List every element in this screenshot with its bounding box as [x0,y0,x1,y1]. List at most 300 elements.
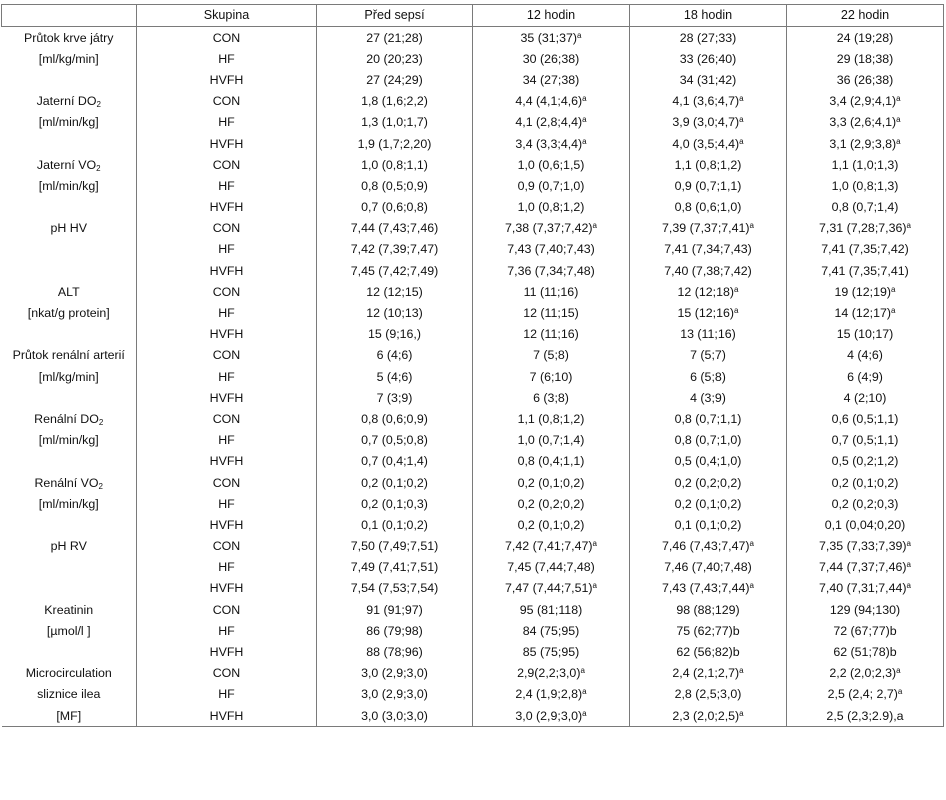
parameter-cell [2,303,137,324]
value-cell [787,154,944,175]
value-text: 1,1 (0,8;1,2) [674,157,742,172]
significance-mark: a [582,94,587,104]
value-text: 7,40 (7,31;7,44) [819,581,907,596]
value-text: 0,2 (0,1;0,2) [674,496,742,511]
group-cell: HVFH [137,70,317,91]
value-cell [630,536,787,557]
parameter-label: [ml/kg/min] [38,369,99,384]
value-cell [317,218,473,239]
value-text: 3,0 (2,9;3,0) [515,708,583,723]
parameter-cell [2,387,137,408]
parameter-cell [2,91,137,112]
parameter-label: Kreatinin [44,602,94,617]
value-cell [473,112,630,133]
value-text: 85 (75;95) [522,645,580,660]
value-text: 3,0 (2,9;3,0) [361,687,428,702]
value-cell [473,430,630,451]
value-text: 4,4 (4,1;4,6) [515,94,583,109]
value-cell [317,705,473,727]
parameter-label: Renální DO [34,411,99,426]
group-cell: CON [137,472,317,493]
group-cell: HVFH [137,451,317,472]
value-text: 0,2 (0,1;0,2) [361,475,428,490]
value-text: 0,8 (0,6;1,0) [674,200,742,215]
group-cell: HF [137,620,317,641]
value-cell [630,91,787,112]
value-text: 0,2 (0,2;0,2) [517,496,585,511]
value-text: 4 (2;10) [843,390,887,405]
value-text: 15 (10;17) [836,327,894,342]
value-cell [787,260,944,281]
value-text: 7,31 (7,28;7,36) [819,221,907,236]
value-text: 7,38 (7,37;7,42) [505,221,593,236]
group-cell: HF [137,366,317,387]
value-text: 6 (5;8) [690,369,726,384]
value-text: 7,45 (7,42;7,49) [350,263,439,278]
value-cell [473,239,630,260]
value-text: 7 (5;7) [690,348,726,363]
significance-mark: a [592,539,597,549]
table-row [2,324,944,345]
value-cell [630,642,787,663]
header-18-hours: 18 hodin [630,5,787,27]
value-cell [630,409,787,430]
value-text: 62 (51;78)b [833,645,897,660]
significance-mark: a [891,284,896,294]
value-text: 2,4 (1,9;2,8) [515,687,583,702]
significance-mark: a [739,94,744,104]
value-cell [630,27,787,49]
significance-mark: a [739,136,744,146]
group-cell: HVFH [137,578,317,599]
value-cell [473,133,630,154]
parameter-label: [ml/kg/min] [38,51,99,66]
value-text: 15 (9;16,) [367,327,422,342]
value-text: 7,44 (7,43;7,46) [350,221,439,236]
value-cell [630,197,787,218]
significance-mark: a [897,687,903,697]
value-text: 27 (24;29) [366,72,423,87]
parameter-cell [2,48,137,69]
value-cell [787,430,944,451]
parameter-cell [2,27,137,49]
value-cell [317,91,473,112]
value-text: 27 (21;28) [366,30,423,45]
group-cell: HF [137,303,317,324]
value-cell [317,324,473,345]
value-cell [787,684,944,705]
value-cell [473,281,630,302]
significance-mark: a [582,708,587,718]
parameter-label: [MF] [56,708,82,723]
value-text: 3,1 (2,9;3,8) [829,136,897,151]
value-cell [787,112,944,133]
table-row [2,599,944,620]
table-row [2,451,944,472]
parameter-label: [ml/min/kg] [38,178,99,193]
value-text: 84 (75;95) [522,623,580,638]
value-cell [473,409,630,430]
parameter-cell [2,599,137,620]
value-text: 5 (4;6) [376,369,413,384]
group-cell: HVFH [137,642,317,663]
value-cell [787,536,944,557]
table-row [2,493,944,514]
group-cell: HVFH [137,515,317,536]
value-cell [787,642,944,663]
value-cell [787,176,944,197]
value-text: 0,1 (0,1;0,2) [674,517,742,532]
parameter-cell [2,409,137,430]
header-row [2,5,944,27]
value-text: 7,41 (7,34;7,43) [664,242,752,257]
value-text: 0,2 (0,1;0,2) [517,517,585,532]
parameter-subscript: 2 [98,481,103,491]
value-text: 15 (12;16) [677,306,735,321]
significance-mark: a [749,221,754,231]
value-cell [473,515,630,536]
value-cell [473,642,630,663]
value-text: 129 (94;130) [829,602,901,617]
parameter-cell [2,493,137,514]
value-cell [787,345,944,366]
value-cell [317,176,473,197]
group-cell: HF [137,684,317,705]
value-cell [317,239,473,260]
value-text: 1,8 (1,6;2,2) [361,94,428,109]
value-cell [630,112,787,133]
value-cell [317,133,473,154]
value-text: 0,2 (0,1;0,3) [361,496,428,511]
value-text: 98 (88;129) [676,602,740,617]
group-cell: CON [137,599,317,620]
value-text: 1,9 (1,7;2,20) [357,136,432,151]
value-text: 0,7 (0,5;1,1) [831,433,899,448]
significance-mark: a [906,221,911,231]
value-text: 7,46 (7,43;7,47) [662,539,750,554]
group-cell: HVFH [137,705,317,727]
group-cell: HVFH [137,133,317,154]
value-text: 24 (19;28) [836,30,894,45]
parameter-label: Průtok krve játry [23,30,114,45]
significance-mark: a [739,666,744,676]
value-cell [473,27,630,49]
table-row [2,260,944,281]
value-text: 11 (11;16) [523,284,579,299]
value-text: 7,40 (7,38;7,42) [664,263,752,278]
table-row [2,387,944,408]
value-text: 13 (11;16) [680,327,736,342]
value-cell [317,578,473,599]
table-row [2,557,944,578]
value-cell [317,451,473,472]
value-text: 30 (26;38) [522,51,580,66]
group-cell: HF [137,239,317,260]
value-text: 1,0 (0,8;1,3) [831,178,899,193]
value-cell [630,218,787,239]
value-text: 7,45 (7,44;7,48) [507,560,595,575]
value-text: 3,0 (2,9;3,0) [361,666,428,681]
value-cell [787,27,944,49]
value-text: 14 (12;17) [834,306,892,321]
value-cell [317,620,473,641]
value-text: 88 (78;96) [366,645,423,660]
value-text: 29 (18;38) [836,51,894,66]
value-text: 0,8 (0,7;1,4) [831,200,899,215]
parameter-label: Průtok renální arterií [12,348,125,363]
value-cell [787,472,944,493]
value-cell [630,324,787,345]
significance-mark: a [582,115,587,125]
group-cell: CON [137,663,317,684]
significance-mark: a [734,284,739,294]
table-row [2,705,944,727]
value-cell [473,345,630,366]
parameter-cell [2,345,137,366]
parameter-cell [2,557,137,578]
table-container [1,4,944,727]
parameter-label: sliznice ilea [37,687,101,702]
value-cell [317,642,473,663]
value-cell [473,154,630,175]
value-cell [787,366,944,387]
value-text: 3,9 (3,0;4,7) [672,115,740,130]
value-text: 7,50 (7,49;7,51) [350,539,439,554]
significance-mark: a [896,94,901,104]
value-text: 0,8 (0,7;1,1) [674,411,742,426]
value-text: 0,8 (0,6;0,9) [361,411,428,426]
group-cell: HVFH [137,197,317,218]
value-text: 2,5 (2,4; 2,7) [827,687,898,702]
value-text: 7,47 (7,44;7,51) [505,581,593,596]
value-text: 0,2 (0,2;0,2) [674,475,742,490]
value-cell [787,620,944,641]
value-text: 0,2 (0,1;0,2) [831,475,899,490]
table-row [2,27,944,49]
parameter-cell [2,430,137,451]
value-text: 7,44 (7,37;7,46) [819,560,907,575]
value-cell [473,303,630,324]
value-text: 7,35 (7,33;7,39) [819,539,907,554]
value-cell [787,48,944,69]
table-row [2,409,944,430]
value-cell [317,557,473,578]
value-text: 0,8 (0,4;1,1) [517,454,585,469]
value-cell [787,578,944,599]
value-text: 3,0 (3,0;3,0) [361,708,428,723]
value-cell [787,239,944,260]
value-cell [630,176,787,197]
value-cell [630,557,787,578]
value-text: 28 (27;33) [679,30,737,45]
value-text: 2,8 (2,5;3,0) [674,687,742,702]
value-text: 7,43 (7,40;7,43) [507,242,595,257]
table-row [2,620,944,641]
parameter-label: ALT [57,284,80,299]
value-cell [317,260,473,281]
value-cell [317,303,473,324]
value-cell [473,387,630,408]
results-table [1,4,944,727]
value-cell [630,387,787,408]
value-cell [317,663,473,684]
group-cell: CON [137,281,317,302]
value-cell [317,684,473,705]
parameter-cell [2,515,137,536]
table-row [2,70,944,91]
value-text: 4,0 (3,5;4,4) [672,136,740,151]
value-cell [787,451,944,472]
group-cell: CON [137,218,317,239]
value-text: 34 (27;38) [522,72,580,87]
significance-mark: a [739,115,744,125]
value-text: 12 (12;18) [677,284,735,299]
value-cell [317,112,473,133]
significance-mark: a [734,306,739,316]
value-cell [317,430,473,451]
value-cell [630,493,787,514]
parameter-label: Jaterní DO [36,94,97,109]
value-cell [787,218,944,239]
group-cell: HF [137,493,317,514]
value-cell [317,493,473,514]
parameter-cell [2,260,137,281]
value-text: 7,49 (7,41;7,51) [350,560,439,575]
parameter-cell [2,684,137,705]
value-cell [630,599,787,620]
value-cell [317,154,473,175]
value-text: 12 (11;16) [523,327,579,342]
parameter-cell [2,451,137,472]
value-text: 0,6 (0,5;1,1) [831,411,899,426]
parameter-cell [2,366,137,387]
value-text: 7,36 (7,34;7,48) [507,263,595,278]
value-text: 95 (81;118) [519,602,583,617]
value-text: 6 (4;9) [847,369,883,384]
value-cell [317,599,473,620]
significance-mark: a [749,581,754,591]
value-text: 3,3 (2,6;4,1) [829,115,897,130]
significance-mark: a [906,539,911,549]
significance-mark: a [592,581,597,591]
value-text: 7,41 (7,35;7,42) [821,242,909,257]
parameter-cell [2,642,137,663]
value-text: 2,3 (2,0;2,5) [672,708,740,723]
value-cell [787,493,944,514]
table-row [2,218,944,239]
value-cell [317,515,473,536]
parameter-cell [2,154,137,175]
group-cell: CON [137,345,317,366]
table-row [2,578,944,599]
parameter-label: [ml/min/kg] [38,496,99,511]
value-cell [317,197,473,218]
value-text: 4 (4;6) [847,348,883,363]
parameter-label: pH HV [50,221,87,236]
value-cell [630,578,787,599]
parameter-cell [2,197,137,218]
value-cell [473,324,630,345]
value-text: 91 (91;97) [366,602,423,617]
value-cell [630,430,787,451]
value-cell [317,366,473,387]
parameter-cell [2,218,137,239]
parameter-cell [2,281,137,302]
value-cell [787,324,944,345]
significance-mark: a [896,666,901,676]
value-text: 1,0 (0,8;1,1) [361,157,428,172]
value-text: 0,2 (0,2;0,3) [831,496,899,511]
value-cell [317,281,473,302]
table-row [2,515,944,536]
value-text: 75 (62;77)b [676,623,740,638]
parameter-cell [2,176,137,197]
significance-mark: a [896,115,901,125]
value-text: 7,42 (7,41;7,47) [505,539,593,554]
group-cell: CON [137,27,317,49]
value-text: 7 (5;8) [533,348,569,363]
value-cell [473,91,630,112]
table-row [2,133,944,154]
value-cell [630,705,787,727]
value-cell [473,472,630,493]
value-cell [787,281,944,302]
value-text: 1,1 (0,8;1,2) [517,411,585,426]
significance-mark: a [582,136,587,146]
value-cell [787,557,944,578]
value-cell [630,366,787,387]
group-cell: HF [137,48,317,69]
value-text: 7,46 (7,40;7,48) [664,560,752,575]
table-row [2,197,944,218]
value-cell [630,684,787,705]
value-cell [630,260,787,281]
value-cell [630,515,787,536]
value-cell [630,620,787,641]
parameter-cell [2,70,137,91]
table-row [2,684,944,705]
table-row [2,303,944,324]
group-cell: CON [137,154,317,175]
table-row [2,91,944,112]
value-cell [630,154,787,175]
value-cell [787,663,944,684]
value-text: 20 (20;23) [366,51,423,66]
value-text: 36 (26;38) [836,72,894,87]
value-cell [317,48,473,69]
value-cell [787,303,944,324]
parameter-cell [2,239,137,260]
significance-mark: a [906,581,911,591]
value-cell [473,578,630,599]
value-text: 72 (67;77)b [833,623,897,638]
parameter-cell [2,663,137,684]
parameter-cell [2,112,137,133]
value-text: 12 (10;13) [366,306,423,321]
table-row [2,48,944,69]
header-before-sepsis: Před sepsí [317,5,473,27]
value-text: 0,1 (0,04;0,20) [824,517,906,532]
value-cell [787,197,944,218]
table-row [2,176,944,197]
value-cell [630,48,787,69]
value-text: 2,4 (2,1;2,7) [672,666,740,681]
value-text: 0,9 (0,7;1,1) [674,178,742,193]
value-cell [317,387,473,408]
value-cell [787,133,944,154]
parameter-cell [2,324,137,345]
table-header [2,5,944,27]
